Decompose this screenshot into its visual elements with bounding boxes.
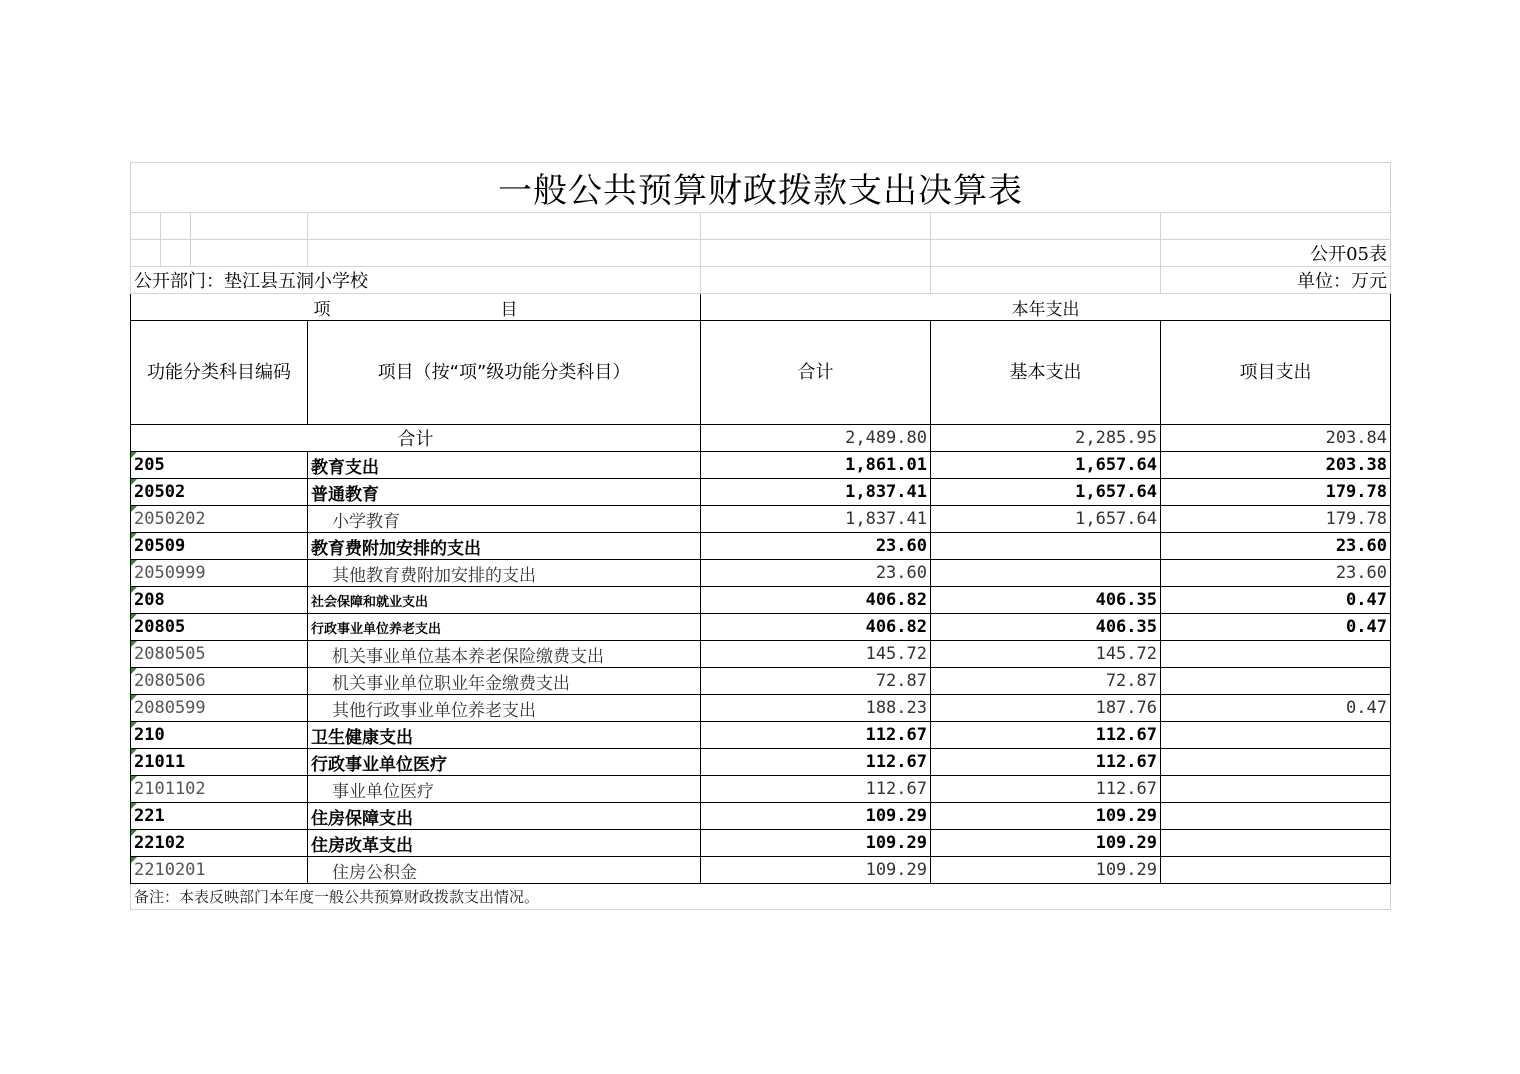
row-project: 0.47 xyxy=(1161,695,1391,722)
table-row xyxy=(131,614,1391,641)
row-total: 112.67 xyxy=(701,776,931,803)
row-name: 机关事业单位职业年金缴费支出 xyxy=(308,668,701,695)
footnote: 备注：本表反映部门本年度一般公共预算财政拨款支出情况。 xyxy=(131,884,1391,910)
row-name: 住房保障支出 xyxy=(308,803,701,830)
table-title: 一般公共预算财政拨款支出决算表 xyxy=(131,163,1391,213)
row-total: 406.82 xyxy=(701,587,931,614)
row-project: 0.47 xyxy=(1161,587,1391,614)
row-project: 179.78 xyxy=(1161,506,1391,533)
blank-row xyxy=(131,213,1391,240)
row-project: 0.47 xyxy=(1161,614,1391,641)
row-project: 203.38 xyxy=(1161,452,1391,479)
row-basic xyxy=(931,533,1161,560)
row-code xyxy=(131,452,308,479)
total-sum: 2,489.80 xyxy=(701,425,931,452)
row-total: 406.82 xyxy=(701,614,931,641)
table-row xyxy=(131,479,1391,506)
row-code xyxy=(131,857,308,884)
row-code-text: 2050202 xyxy=(134,509,206,529)
header-current-year: 本年支出 xyxy=(701,294,1391,321)
row-code-text: 221 xyxy=(134,806,165,826)
row-basic: 109.29 xyxy=(931,830,1161,857)
header-name: 项目（按“项”级功能分类科目） xyxy=(308,321,701,425)
row-basic: 109.29 xyxy=(931,803,1161,830)
row-code-text: 21011 xyxy=(134,752,186,772)
cell-marker-icon xyxy=(131,857,137,863)
row-project: 23.60 xyxy=(1161,533,1391,560)
row-total: 1,837.41 xyxy=(701,479,931,506)
row-project xyxy=(1161,722,1391,749)
row-basic: 1,657.64 xyxy=(931,506,1161,533)
row-basic: 145.72 xyxy=(931,641,1161,668)
cell-marker-icon xyxy=(131,776,137,782)
row-total: 72.87 xyxy=(701,668,931,695)
row-code-text: 208 xyxy=(134,590,165,610)
row-code xyxy=(131,614,308,641)
row-project xyxy=(1161,803,1391,830)
row-code-text: 20502 xyxy=(134,482,186,502)
row-project xyxy=(1161,830,1391,857)
row-code-text: 205 xyxy=(134,455,165,475)
row-project xyxy=(1161,641,1391,668)
cell-marker-icon xyxy=(131,452,137,458)
row-code-text: 2080506 xyxy=(134,671,206,691)
spreadsheet xyxy=(130,162,1390,910)
row-total: 109.29 xyxy=(701,830,931,857)
cell-marker-icon xyxy=(131,695,137,701)
row-name: 教育支出 xyxy=(308,452,701,479)
row-code-text: 2080505 xyxy=(134,644,206,664)
row-name: 教育费附加安排的支出 xyxy=(308,533,701,560)
row-total: 23.60 xyxy=(701,560,931,587)
row-name: 住房公积金 xyxy=(308,857,701,884)
row-basic: 187.76 xyxy=(931,695,1161,722)
table-row xyxy=(131,803,1391,830)
row-total: 112.67 xyxy=(701,749,931,776)
table-row xyxy=(131,641,1391,668)
cell-marker-icon xyxy=(131,506,137,512)
table-row xyxy=(131,587,1391,614)
row-name: 卫生健康支出 xyxy=(308,722,701,749)
row-total: 109.29 xyxy=(701,857,931,884)
row-total: 23.60 xyxy=(701,533,931,560)
row-code-text: 22102 xyxy=(134,833,186,853)
row-name: 事业单位医疗 xyxy=(308,776,701,803)
row-basic: 406.35 xyxy=(931,614,1161,641)
table-row xyxy=(131,830,1391,857)
row-basic: 1,657.64 xyxy=(931,452,1161,479)
row-code xyxy=(131,830,308,857)
cell-marker-icon xyxy=(131,560,137,566)
department-label: 公开部门：垫江县五洞小学校 xyxy=(131,267,701,294)
row-basic: 112.67 xyxy=(931,776,1161,803)
unit-label: 单位：万元 xyxy=(1161,267,1391,294)
table-row xyxy=(131,749,1391,776)
row-code-text: 2050999 xyxy=(134,563,206,583)
row-total: 109.29 xyxy=(701,803,931,830)
row-code-text: 2101102 xyxy=(134,779,206,799)
row-code xyxy=(131,560,308,587)
table-row xyxy=(131,560,1391,587)
cell-marker-icon xyxy=(131,668,137,674)
total-basic: 2,285.95 xyxy=(931,425,1161,452)
form-number: 公开05表 xyxy=(1161,240,1391,267)
row-name: 其他教育费附加安排的支出 xyxy=(308,560,701,587)
row-name: 小学教育 xyxy=(308,506,701,533)
cell-marker-icon xyxy=(131,479,137,485)
header-project: 项 目 xyxy=(131,294,701,321)
row-project xyxy=(1161,776,1391,803)
cell-marker-icon xyxy=(131,533,137,539)
table-row xyxy=(131,533,1391,560)
row-code-text: 20805 xyxy=(134,617,186,637)
row-name: 行政事业单位医疗 xyxy=(308,749,701,776)
row-code-text: 210 xyxy=(134,725,165,745)
cell-marker-icon xyxy=(131,614,137,620)
row-code xyxy=(131,722,308,749)
table-row xyxy=(131,506,1391,533)
row-code-text: 2210201 xyxy=(134,860,206,880)
row-name: 机关事业单位基本养老保险缴费支出 xyxy=(308,641,701,668)
row-project: 23.60 xyxy=(1161,560,1391,587)
table-row xyxy=(131,668,1391,695)
row-project xyxy=(1161,668,1391,695)
row-code-text: 2080599 xyxy=(134,698,206,718)
row-project xyxy=(1161,749,1391,776)
header-total: 合计 xyxy=(701,321,931,425)
row-project xyxy=(1161,857,1391,884)
row-basic: 112.67 xyxy=(931,749,1161,776)
row-code xyxy=(131,479,308,506)
row-name: 社会保障和就业支出 xyxy=(308,587,701,614)
table-row xyxy=(131,722,1391,749)
row-code-text: 20509 xyxy=(134,536,186,556)
header-code: 功能分类科目编码 xyxy=(131,321,308,425)
total-label: 合计 xyxy=(131,425,701,452)
row-basic xyxy=(931,560,1161,587)
budget-table xyxy=(130,162,1391,910)
row-name: 行政事业单位养老支出 xyxy=(308,614,701,641)
row-code xyxy=(131,668,308,695)
row-code xyxy=(131,803,308,830)
table-row xyxy=(131,776,1391,803)
row-total: 1,837.41 xyxy=(701,506,931,533)
cell-marker-icon xyxy=(131,641,137,647)
row-code xyxy=(131,506,308,533)
row-code xyxy=(131,776,308,803)
row-total: 145.72 xyxy=(701,641,931,668)
header-project-expense: 项目支出 xyxy=(1161,321,1391,425)
row-name: 住房改革支出 xyxy=(308,830,701,857)
row-basic: 1,657.64 xyxy=(931,479,1161,506)
cell-marker-icon xyxy=(131,587,137,593)
row-basic: 72.87 xyxy=(931,668,1161,695)
row-code xyxy=(131,749,308,776)
cell-marker-icon xyxy=(131,830,137,836)
row-basic: 109.29 xyxy=(931,857,1161,884)
row-total: 112.67 xyxy=(701,722,931,749)
row-name: 普通教育 xyxy=(308,479,701,506)
table-row xyxy=(131,857,1391,884)
header-basic: 基本支出 xyxy=(931,321,1161,425)
row-basic: 406.35 xyxy=(931,587,1161,614)
row-total: 1,861.01 xyxy=(701,452,931,479)
table-row xyxy=(131,695,1391,722)
row-code xyxy=(131,587,308,614)
cell-marker-icon xyxy=(131,749,137,755)
row-total: 188.23 xyxy=(701,695,931,722)
table-row xyxy=(131,452,1391,479)
total-project: 203.84 xyxy=(1161,425,1391,452)
row-code xyxy=(131,533,308,560)
row-code xyxy=(131,695,308,722)
cell-marker-icon xyxy=(131,722,137,728)
total-row xyxy=(131,425,1391,452)
row-basic: 112.67 xyxy=(931,722,1161,749)
cell-marker-icon xyxy=(131,803,137,809)
row-project: 179.78 xyxy=(1161,479,1391,506)
row-code xyxy=(131,641,308,668)
row-name: 其他行政事业单位养老支出 xyxy=(308,695,701,722)
